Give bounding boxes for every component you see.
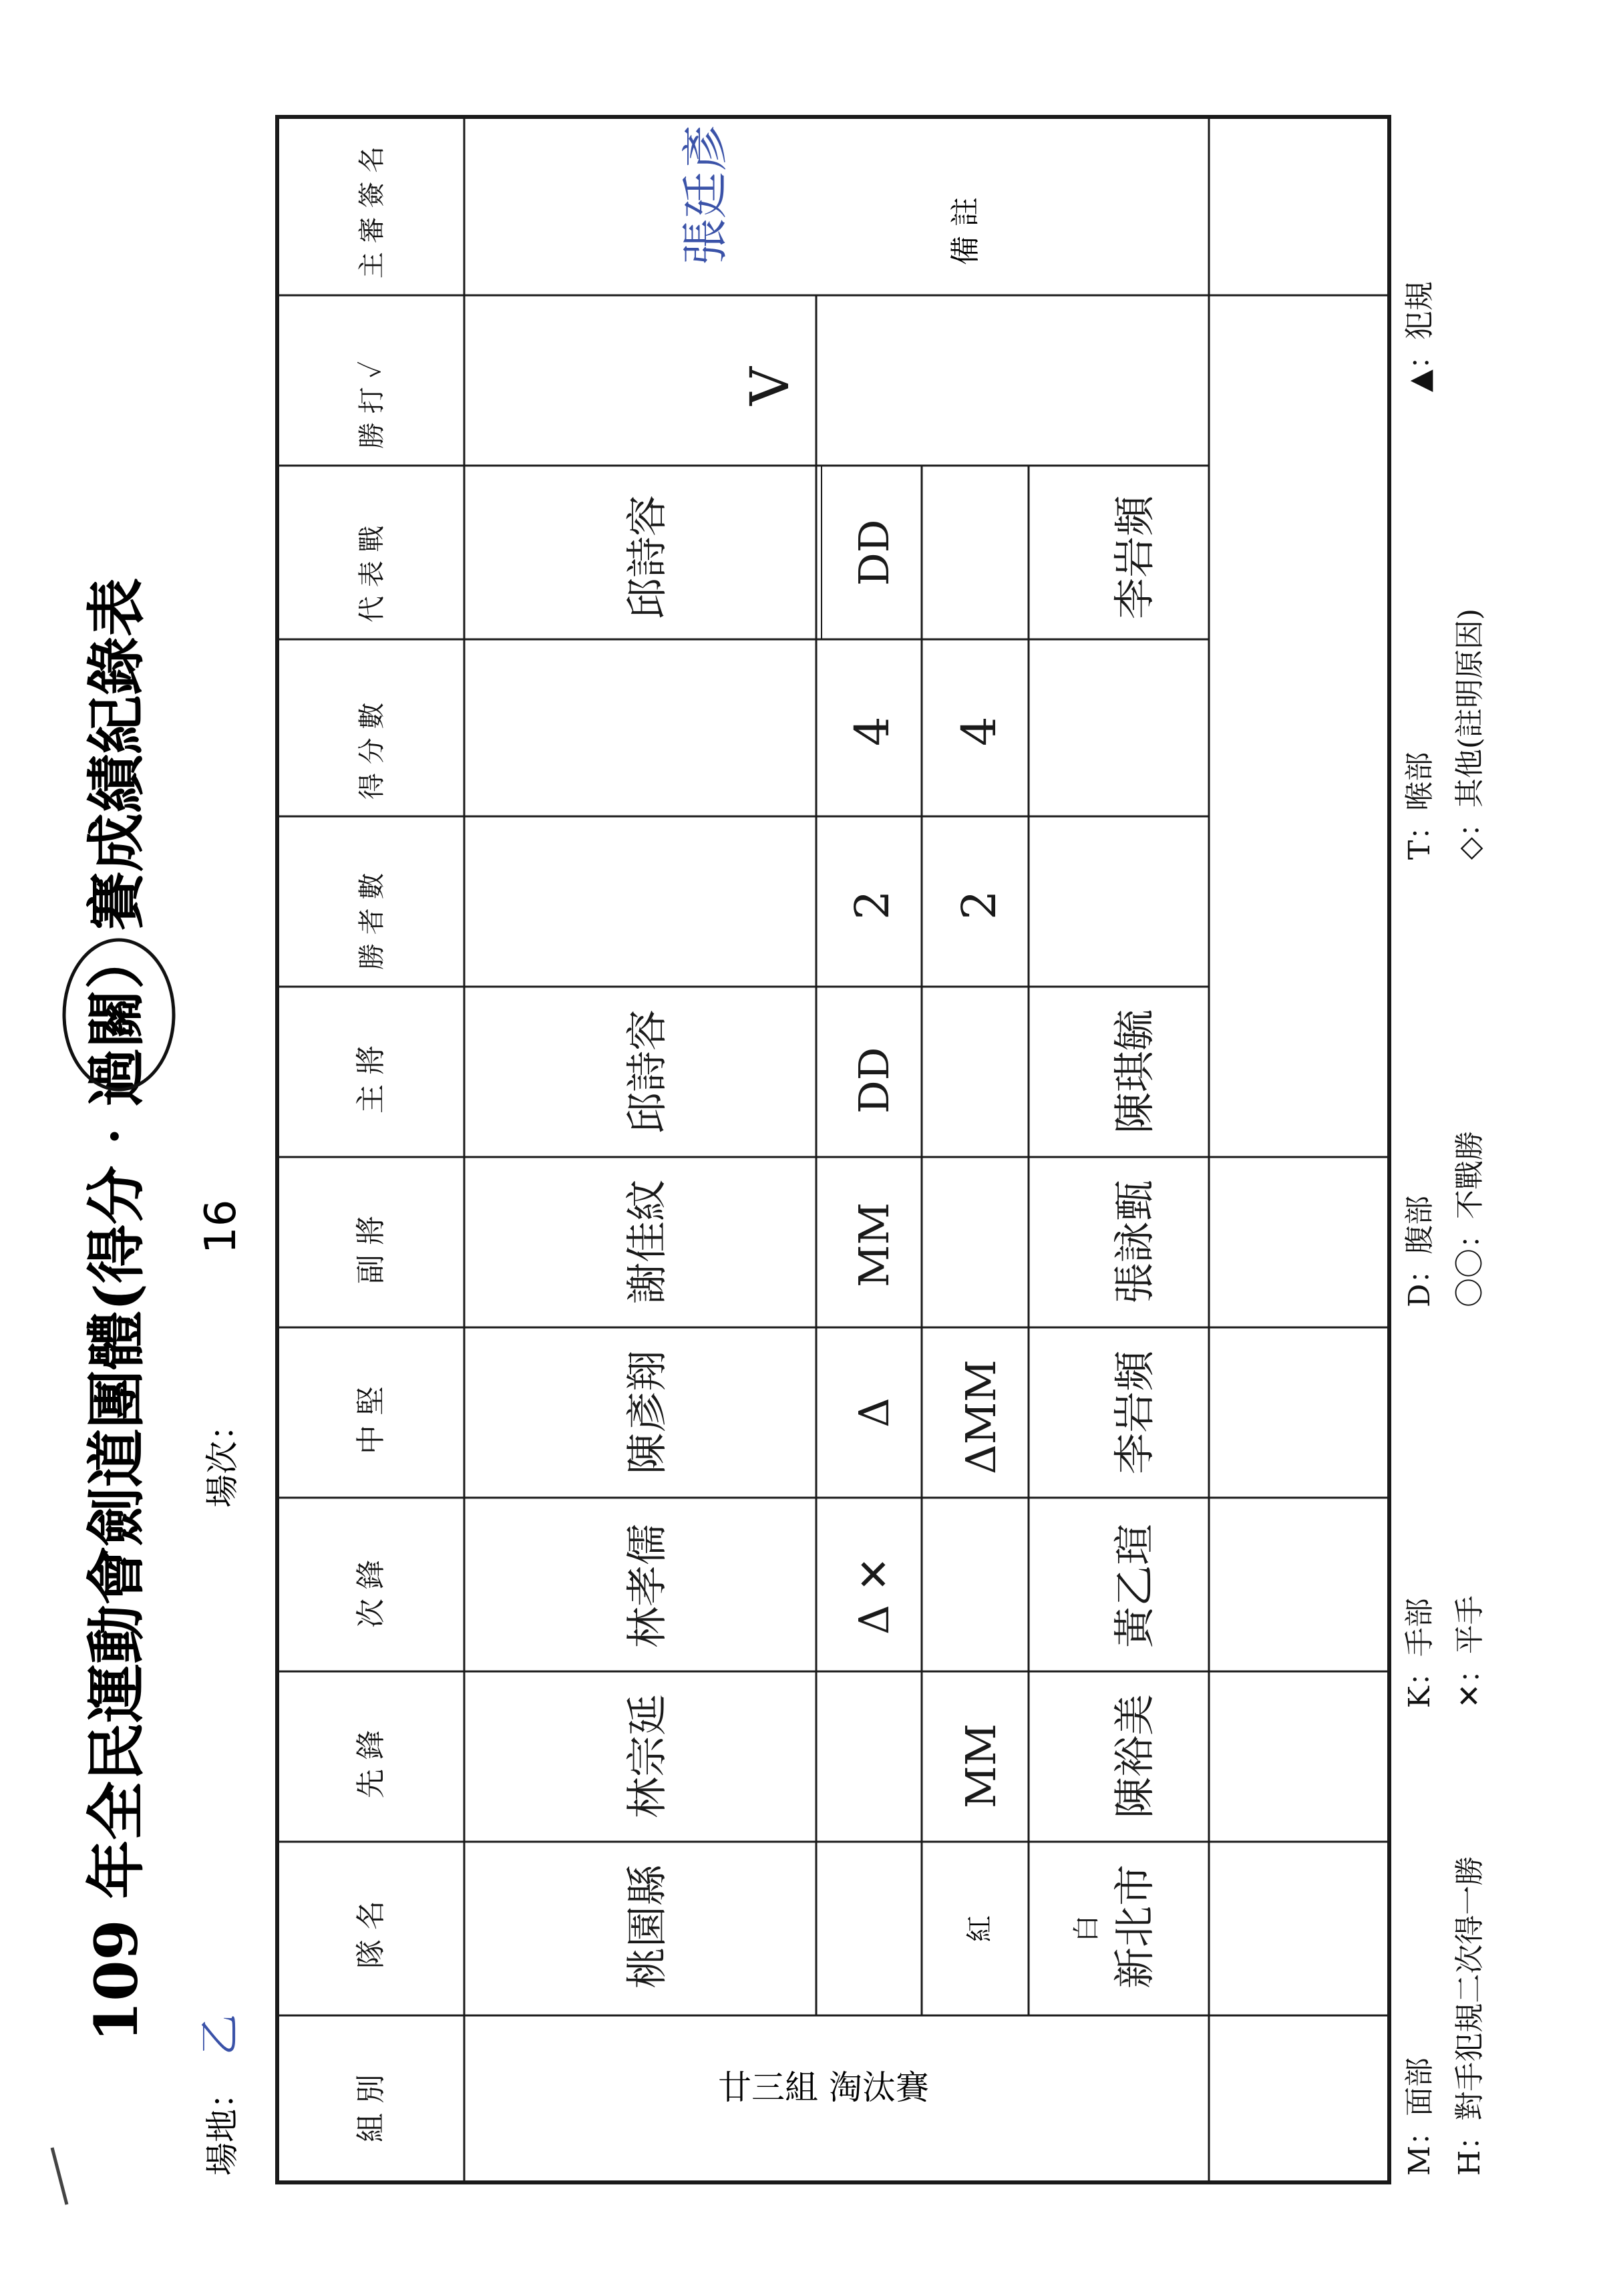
white-points: 4 [952, 716, 1007, 746]
remarks-label: 備 註 [948, 197, 982, 265]
header-team: 隊 名 [354, 1901, 388, 1969]
red-player-3: 陳彥翔 [622, 1349, 671, 1474]
match-label: 場次： [203, 1408, 242, 1508]
stray-pen-mark [52, 2148, 67, 2204]
header-points: 得 分 數 [357, 702, 387, 800]
header-referee: 主 審 簽 名 [357, 146, 387, 279]
red-player-2: 林孝儒 [622, 1523, 671, 1648]
red-score-2: Δ ✕ [850, 1556, 898, 1635]
red-side-label: 紅 [964, 1915, 995, 1942]
legend-other: ◇：其他(註明原因) [1453, 608, 1487, 860]
red-player-1: 林宗延 [622, 1693, 671, 1818]
legend-k: K：手部 [1403, 1598, 1437, 1708]
white-score-3: ΔMM [956, 1359, 1005, 1474]
header-wins: 勝 者 數 [357, 872, 387, 970]
white-label: 白 [1071, 1915, 1102, 1942]
red-rep-player: 邱詩容 [622, 494, 671, 619]
score-table [277, 117, 1389, 2182]
legend-t: T：喉部 [1403, 752, 1437, 860]
red-score-5: DD [850, 1047, 898, 1114]
white-player-1: 陳裕美 [1110, 1693, 1159, 1818]
red-score-4: MM [850, 1202, 898, 1287]
white-player-3: 李岩頻 [1110, 1349, 1159, 1474]
page-title: 109 年全民運動會劍道團體(得分‧過關）賽成績紀錄表 [81, 578, 151, 2042]
header-rep: 代 表 戰 [357, 525, 387, 623]
header-winner: 勝 打 ✓ [357, 361, 387, 449]
white-player-2: 黃乙瑄 [1110, 1523, 1159, 1648]
header-pos2: 次 鋒 [354, 1560, 388, 1628]
legend-foul: ▲：犯規 [1403, 281, 1437, 392]
legend-oo: 〇〇：不戰勝 [1453, 1131, 1487, 1307]
red-team-name: 桃園縣 [622, 1864, 671, 1989]
white-rep-player: 李岩頻 [1110, 494, 1159, 619]
referee-signature: 張廷彥 [678, 125, 733, 265]
red-player-5: 邱詩容 [622, 1009, 671, 1134]
match-value: 16 [196, 1199, 246, 1254]
red-wins: 2 [845, 890, 900, 920]
white-player-5: 陳琪毓 [1110, 1009, 1159, 1134]
venue-value: 乙 [195, 2013, 244, 2056]
red-points: 4 [845, 716, 900, 746]
white-score-1: MM [956, 1724, 1005, 1808]
white-team-name: 新北市 [1110, 1864, 1159, 1989]
header-pos3: 中 堅 [354, 1386, 388, 1454]
header-pos5: 主 將 [354, 1045, 388, 1114]
legend-x: ✕：平手 [1453, 1595, 1487, 1708]
header-pos4: 副 將 [354, 1216, 388, 1284]
venue-label: 場地： [203, 2076, 242, 2176]
red-score-3: Δ [850, 1398, 898, 1428]
legend-m: M：面部 [1403, 2057, 1437, 2176]
legend-h: H：對手犯規二次得一勝 [1453, 1856, 1487, 2176]
winner-mark: V [739, 367, 801, 405]
white-player-4: 張詠甄 [1110, 1179, 1159, 1304]
red-rep-score: DD [850, 519, 898, 586]
red-player-4: 謝佳紋 [622, 1179, 671, 1304]
legend-d: D：腹部 [1403, 1195, 1437, 1307]
header-group: 組 別 [354, 2074, 388, 2142]
header-pos1: 先 鋒 [354, 1730, 388, 1798]
white-wins: 2 [952, 890, 1007, 920]
group-label: 廿三組 淘汰賽 [718, 2068, 929, 2107]
